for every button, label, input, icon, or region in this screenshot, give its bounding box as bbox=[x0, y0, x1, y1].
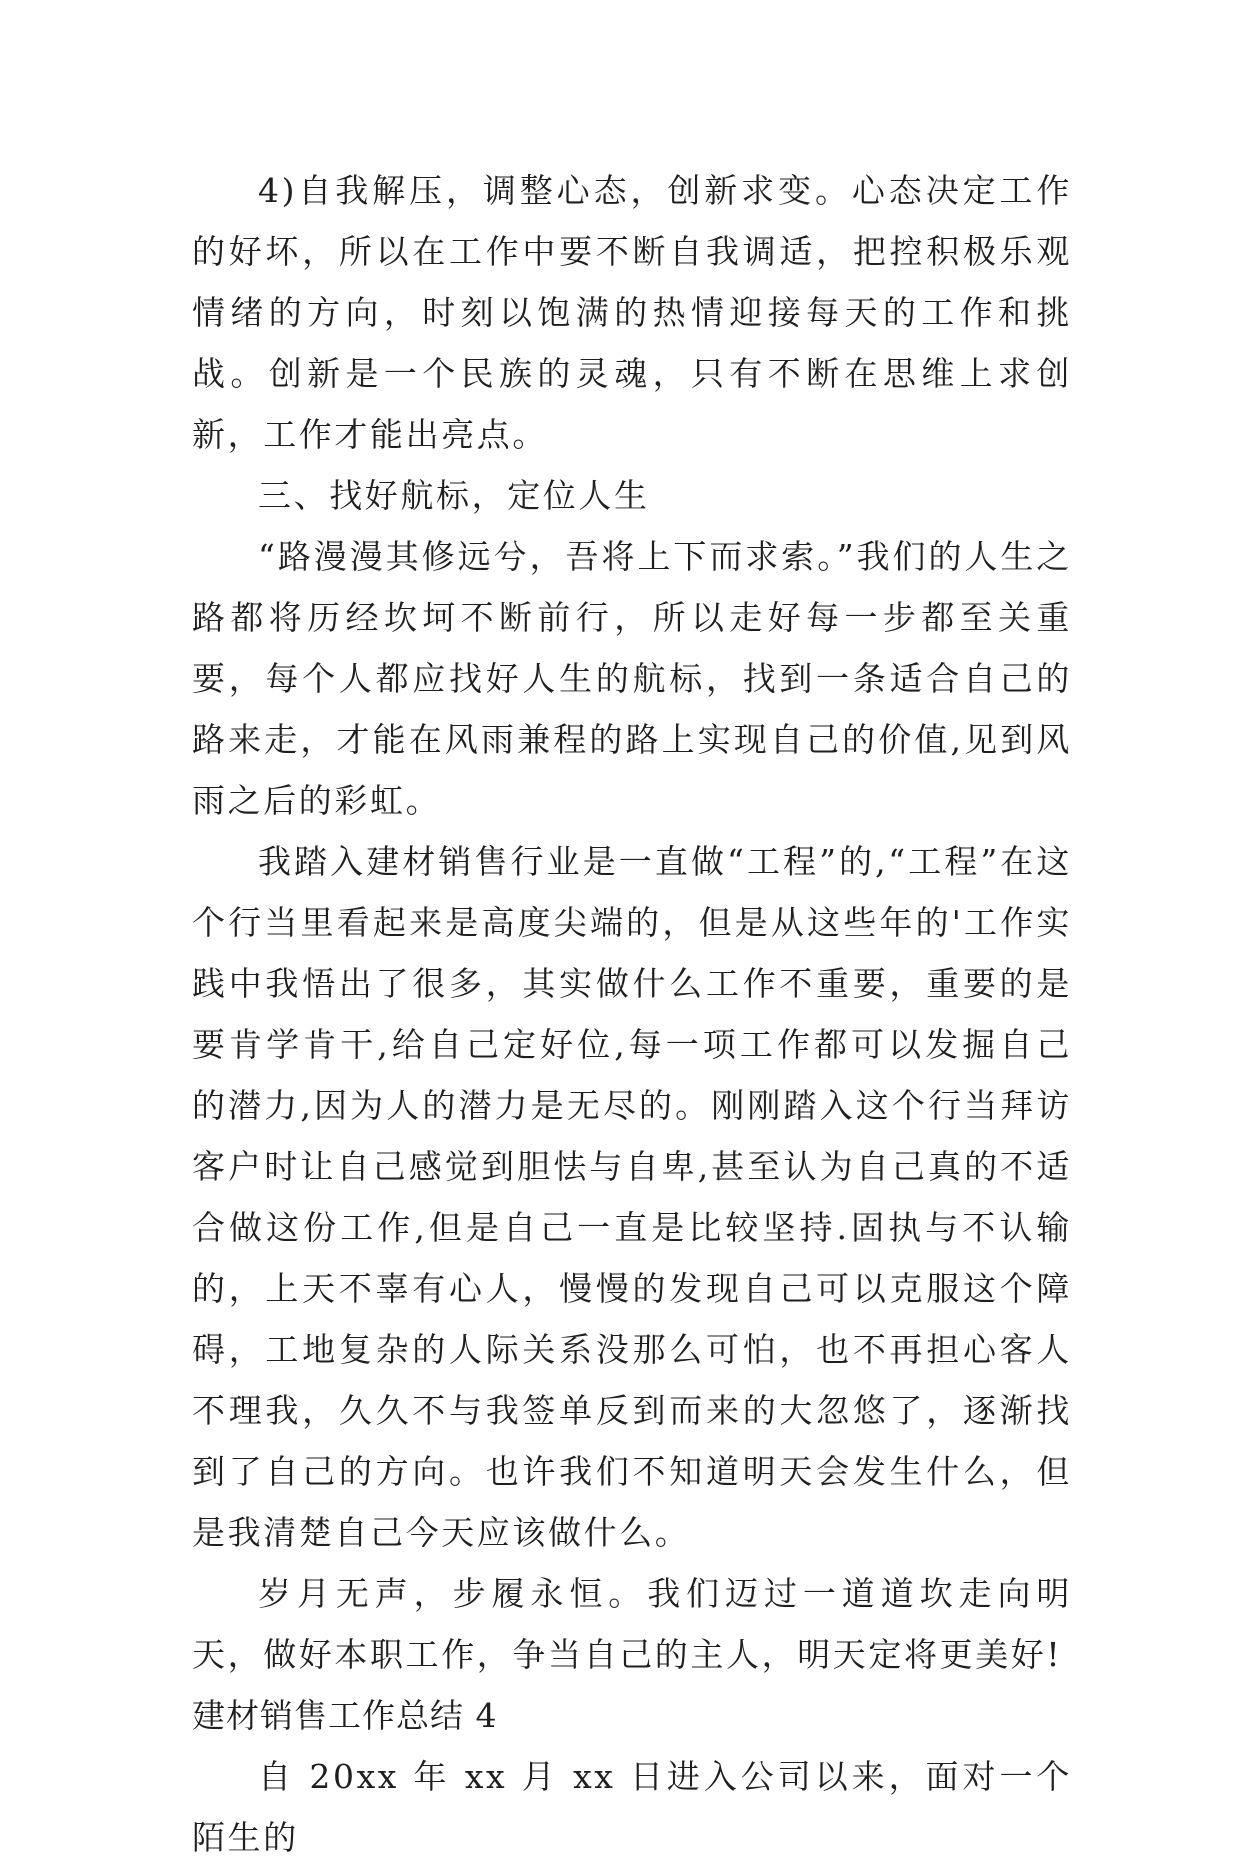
section-title-summary-4: 建材销售工作总结 4 bbox=[192, 1696, 498, 1735]
heading-find-beacon: 三、找好航标，定位人生 bbox=[258, 476, 650, 515]
document-body bbox=[192, 160, 1072, 1868]
paragraph-engineering-sales: 我踏入建材销售行业是一直做“工程”的,“工程”在这个行当里看起来是高度尖端的，但是从这些年的'工作实践中我悟出了很多，其实做什么工作不重要，重要的是要肯学肯干,给自己定好位,每一项工作都可以发掘自己的潜力,因为人的潜力是无尽的。刚刚踏入这个行当拜访客户时让自己感觉到胆怯与自卑,甚至认为自己真的不适合做这份工作,但是自己一直是比较坚持.固执与不认输的，上天不辜有心人，慢慢的发现自己可以克服这个障碍，工地复杂的人际关系没那么可怕，也不再担心客人不理我，久久不与我签单反到而来的大忽悠了，逐渐找到了自己的方向。也许我们不知道明天会发生什么，但是我清楚自己今天应该做什么。 bbox=[192, 842, 1072, 1552]
paragraph-conclusion: 岁月无声，步履永恒。我们迈过一道道坎走向明天，做好本职工作，争当自己的主人，明天定将更美好! bbox=[192, 1574, 1072, 1674]
paragraph-summary-4-start: 自 20xx 年 xx 月 xx 日进入公司以来，面对一个陌生的 bbox=[192, 1757, 1072, 1857]
paragraph-quote: “路漫漫其修远兮，吾将上下而求索。”我们的人生之路都将历经坎坷不断前行，所以走好每一步都至关重要，每个人都应找好人生的航标，找到一条适合自己的路来走，才能在风雨兼程的路上实现自己的价值,见到风雨之后的彩虹。 bbox=[192, 537, 1072, 820]
paragraph-self-adjustment: 4)自我解压，调整心态，创新求变。心态决定工作的好坏，所以在工作中要不断自我调适，把控积极乐观情绪的方向，时刻以饱满的热情迎接每天的工作和挑战。创新是一个民族的灵魂，只有不断在思维上求创新，工作才能出亮点。 bbox=[192, 171, 1072, 454]
